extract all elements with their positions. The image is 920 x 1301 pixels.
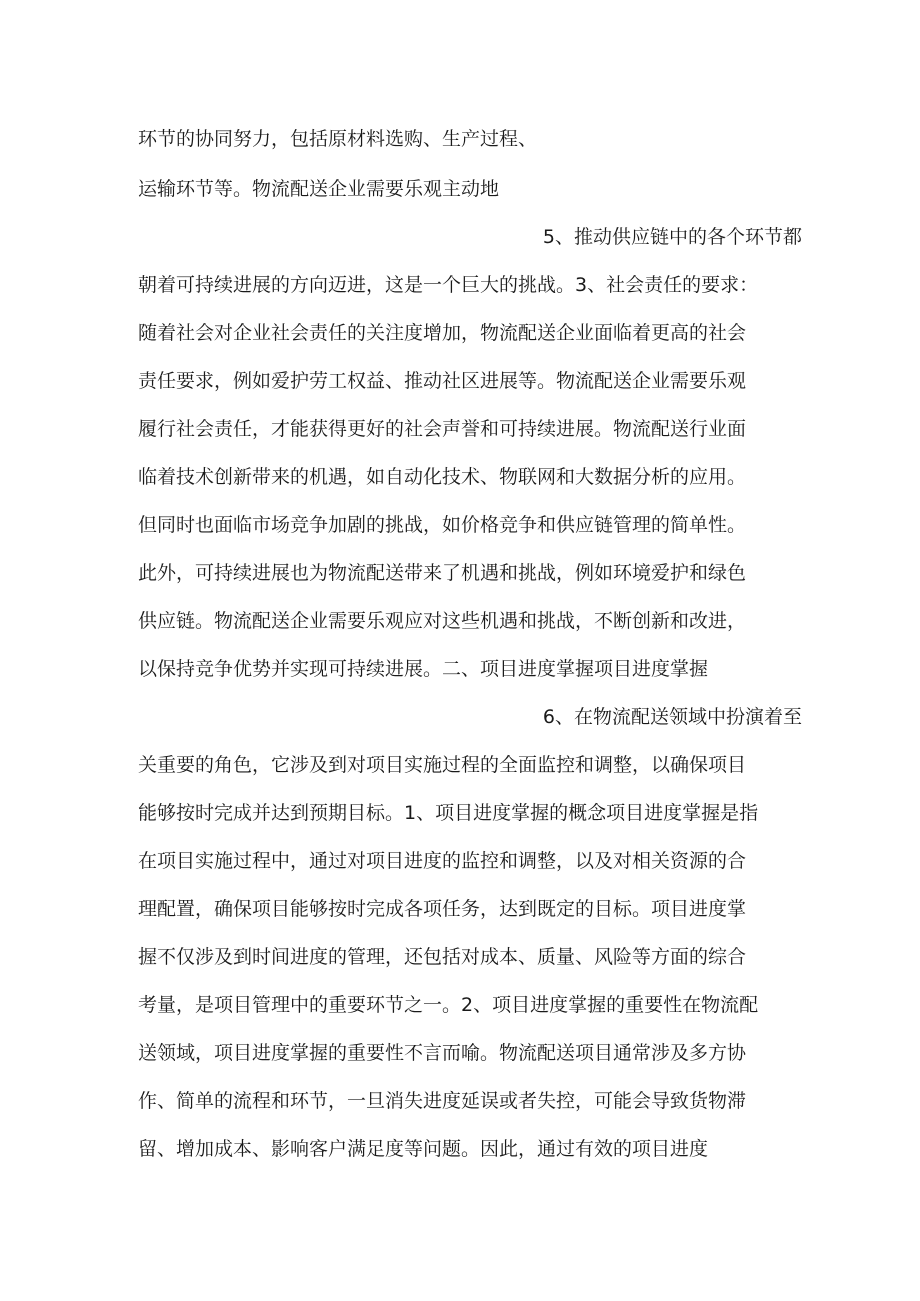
text-line-12: 以保持竞争优势并实现可持续进展。二、项目进度掌握项目进度掌握 [138,658,709,680]
text-line-11: 供应链。物流配送企业需要乐观应对这些机遇和挑战，不断创新和改进， [138,610,747,632]
text-line-13: 6、在物流配送领域中扮演着至 [542,706,802,728]
text-line-8: 临着技术创新带来的机遇，如自动化技术、物联网和大数据分析的应用。 [138,466,747,488]
text-line-3: 5、推动供应链中的各个环节都 [542,226,802,248]
text-line-2: 运输环节等。物流配送企业需要乐观主动地 [138,178,500,200]
text-line-1: 环节的协同努力，包括原材料选购、生产过程、 [138,128,538,150]
text-line-5: 随着社会对企业社会责任的关注度增加，物流配送企业面临着更高的社会 [138,322,747,344]
text-line-22: 留、增加成本、影响客户满足度等问题。因此，通过有效的项目进度 [138,1138,709,1160]
text-line-10: 此外，可持续进展也为物流配送带来了机遇和挑战，例如环境爱护和绿色 [138,562,747,584]
text-line-4: 朝着可持续进展的方向迈进，这是一个巨大的挑战。3、社会责任的要求： [138,274,759,296]
text-line-16: 在项目实施过程中，通过对项目进度的监控和调整，以及对相关资源的合 [138,850,747,872]
text-line-21: 作、简单的流程和环节，一旦消失进度延误或者失控，可能会导致货物滞 [138,1090,747,1112]
text-line-6: 责任要求，例如爱护劳工权益、推动社区进展等。物流配送企业需要乐观 [138,370,747,392]
text-line-17: 理配置，确保项目能够按时完成各项任务，达到既定的目标。项目进度掌 [138,898,747,920]
text-line-9: 但同时也面临市场竞争加剧的挑战，如价格竞争和供应链管理的简单性。 [138,514,747,536]
text-line-19: 考量，是项目管理中的重要环节之一。2、项目进度掌握的重要性在物流配 [138,994,759,1016]
text-line-7: 履行社会责任，才能获得更好的社会声誉和可持续进展。物流配送行业面 [138,418,747,440]
text-line-20: 送领域，项目进度掌握的重要性不言而喻。物流配送项目通常涉及多方协 [138,1042,747,1064]
text-line-15: 能够按时完成并达到预期目标。1、项目进度掌握的概念项目进度掌握是指 [138,802,759,824]
text-line-14: 关重要的角色，它涉及到对项目实施过程的全面监控和调整，以确保项目 [138,754,747,776]
text-line-18: 握不仅涉及到时间进度的管理，还包括对成本、质量、风险等方面的综合 [138,946,747,968]
